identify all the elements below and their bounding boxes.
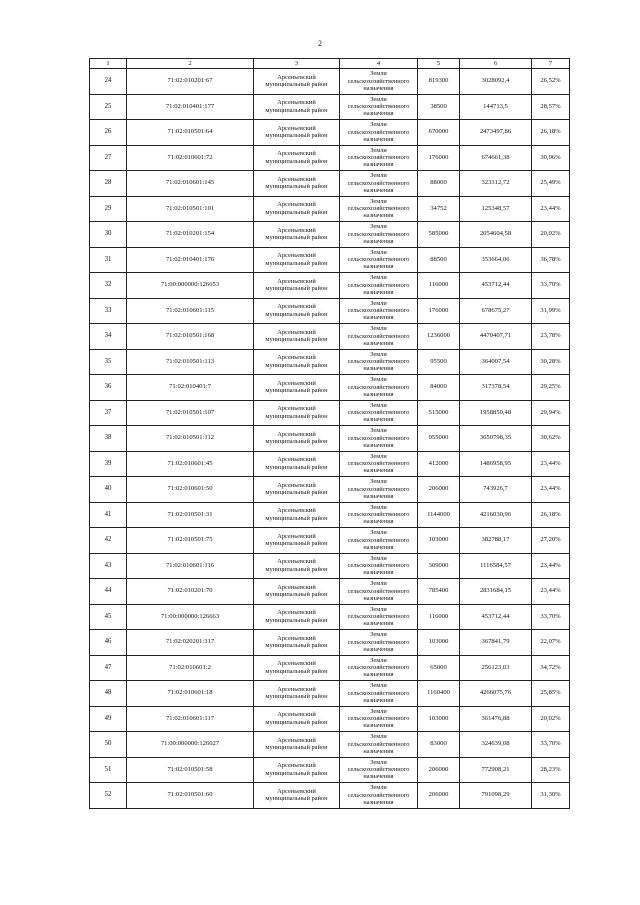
district-cell: Арсеньевский муниципальный район [254, 375, 340, 401]
percent-cell: 26,52% [532, 69, 570, 95]
land-category-cell: Земли сельскохозяйственного назначения [340, 630, 418, 656]
land-category-cell: Земли сельскохозяйственного назначения [340, 706, 418, 732]
cadastral-number-cell: 71:02:010201:154 [127, 222, 254, 248]
area-cell: 34752 [418, 196, 460, 222]
percent-cell: 28,57% [532, 94, 570, 120]
percent-cell: 25,85% [532, 681, 570, 707]
table-row [90, 630, 570, 656]
cadastral-cost-cell: 1958850,48 [460, 400, 532, 426]
row-number-cell: 30 [90, 222, 127, 248]
area-cell: 785400 [418, 579, 460, 605]
percent-cell: 29,25% [532, 375, 570, 401]
row-number-cell: 37 [90, 400, 127, 426]
table-row [90, 477, 570, 503]
percent-cell: 31,99% [532, 298, 570, 324]
percent-cell: 33,70% [532, 732, 570, 758]
cadastral-cost-cell: 4216030,96 [460, 502, 532, 528]
column-number-row [90, 59, 570, 69]
column-header: 3 [254, 59, 340, 69]
area-cell: 585000 [418, 222, 460, 248]
district-cell: Арсеньевский муниципальный район [254, 247, 340, 273]
cadastral-cost-cell: 453712,44 [460, 604, 532, 630]
cadastral-cost-cell: 3650798,35 [460, 426, 532, 452]
cadastral-number-cell: 71:02:010401:7 [127, 375, 254, 401]
percent-cell: 33,70% [532, 604, 570, 630]
row-number-cell: 45 [90, 604, 127, 630]
cadastral-number-cell: 71:02:010201:70 [127, 579, 254, 605]
table-row [90, 502, 570, 528]
area-cell: 65000 [418, 655, 460, 681]
area-cell: 309000 [418, 553, 460, 579]
cadastral-number-cell: 71:02:010501:168 [127, 324, 254, 350]
table-row [90, 451, 570, 477]
cadastral-number-cell: 71:02:010601:45 [127, 451, 254, 477]
cadastral-number-cell: 71:02:010601:2 [127, 655, 254, 681]
district-cell: Арсеньевский муниципальный район [254, 757, 340, 783]
table-row [90, 757, 570, 783]
district-cell: Арсеньевский муниципальный район [254, 732, 340, 758]
land-category-cell: Земли сельскохозяйственного назначения [340, 783, 418, 809]
cadastral-cost-cell: 3028092,4 [460, 69, 532, 95]
land-category-cell: Земли сельскохозяйственного назначения [340, 94, 418, 120]
land-category-cell: Земли сельскохозяйственного назначения [340, 528, 418, 554]
row-number-cell: 44 [90, 579, 127, 605]
land-category-cell: Земли сельскохозяйственного назначения [340, 579, 418, 605]
cadastral-number-cell: 71:02:010501:60 [127, 783, 254, 809]
percent-cell: 30,62% [532, 426, 570, 452]
cadastral-number-cell: 71:00:000000:126663 [127, 604, 254, 630]
district-cell: Арсеньевский муниципальный район [254, 681, 340, 707]
area-cell: 515000 [418, 400, 460, 426]
table-row [90, 349, 570, 375]
land-category-cell: Земли сельскохозяйственного назначения [340, 120, 418, 146]
percent-cell: 30,96% [532, 145, 570, 171]
table-row [90, 171, 570, 197]
area-cell: 176000 [418, 145, 460, 171]
cadastral-number-cell: 71:02:010601:116 [127, 553, 254, 579]
area-cell: 412000 [418, 451, 460, 477]
district-cell: Арсеньевский муниципальный район [254, 94, 340, 120]
land-category-cell: Земли сельскохозяйственного назначения [340, 604, 418, 630]
district-cell: Арсеньевский муниципальный район [254, 400, 340, 426]
column-header: 6 [460, 59, 532, 69]
page-number: 2 [318, 39, 322, 48]
cadastral-number-cell: 71:02:010501:113 [127, 349, 254, 375]
row-number-cell: 27 [90, 145, 127, 171]
cadastral-cost-cell: 678675,27 [460, 298, 532, 324]
row-number-cell: 42 [90, 528, 127, 554]
cadastral-cost-cell: 256123,03 [460, 655, 532, 681]
row-number-cell: 26 [90, 120, 127, 146]
area-cell: 1236000 [418, 324, 460, 350]
district-cell: Арсеньевский муниципальный район [254, 273, 340, 299]
cadastral-cost-cell: 324639,08 [460, 732, 532, 758]
area-cell: 819300 [418, 69, 460, 95]
table-row [90, 579, 570, 605]
table-row [90, 783, 570, 809]
percent-cell: 34,72% [532, 655, 570, 681]
column-header: 7 [532, 59, 570, 69]
land-category-cell: Земли сельскохозяйственного назначения [340, 426, 418, 452]
cadastral-cost-cell: 772908,21 [460, 757, 532, 783]
cadastral-number-cell: 71:02:010501:107 [127, 400, 254, 426]
cadastral-number-cell: 71:02:010601:72 [127, 145, 254, 171]
area-cell: 206000 [418, 757, 460, 783]
area-cell: 83000 [418, 732, 460, 758]
cadastral-number-cell: 71:02:010501:112 [127, 426, 254, 452]
row-number-cell: 49 [90, 706, 127, 732]
table-row [90, 196, 570, 222]
area-cell: 206000 [418, 477, 460, 503]
cadastral-cost-cell: 125348,57 [460, 196, 532, 222]
district-cell: Арсеньевский муниципальный район [254, 324, 340, 350]
land-category-cell: Земли сельскохозяйственного назначения [340, 553, 418, 579]
row-number-cell: 29 [90, 196, 127, 222]
land-category-cell: Земли сельскохозяйственного назначения [340, 273, 418, 299]
district-cell: Арсеньевский муниципальный район [254, 477, 340, 503]
percent-cell: 28,23% [532, 757, 570, 783]
cadastral-cost-cell: 4266075,76 [460, 681, 532, 707]
percent-cell: 23,44% [532, 451, 570, 477]
land-category-cell: Земли сельскохозяйственного назначения [340, 400, 418, 426]
district-cell: Арсеньевский муниципальный район [254, 528, 340, 554]
row-number-cell: 47 [90, 655, 127, 681]
district-cell: Арсеньевский муниципальный район [254, 349, 340, 375]
cadastral-cost-cell: 2831684,15 [460, 579, 532, 605]
row-number-cell: 36 [90, 375, 127, 401]
table-row [90, 145, 570, 171]
land-category-cell: Земли сельскохозяйственного назначения [340, 145, 418, 171]
area-cell: 88000 [418, 171, 460, 197]
table-row [90, 273, 570, 299]
area-cell: 116000 [418, 273, 460, 299]
cadastral-cost-cell: 743926,7 [460, 477, 532, 503]
land-category-cell: Земли сельскохозяйственного назначения [340, 222, 418, 248]
area-cell: 103000 [418, 706, 460, 732]
percent-cell: 31,30% [532, 783, 570, 809]
table-row [90, 732, 570, 758]
cadastral-number-cell: 71:02:010601:18 [127, 681, 254, 707]
percent-cell: 26,18% [532, 502, 570, 528]
cadastral-number-cell: 71:02:010601:117 [127, 706, 254, 732]
percent-cell: 23,44% [532, 579, 570, 605]
cadastral-cost-cell: 453712,44 [460, 273, 532, 299]
land-category-cell: Земли сельскохозяйственного назначения [340, 247, 418, 273]
column-header: 5 [418, 59, 460, 69]
percent-cell: 27,20% [532, 528, 570, 554]
land-category-cell: Земли сельскохозяйственного назначения [340, 757, 418, 783]
land-category-cell: Земли сельскохозяйственного назначения [340, 196, 418, 222]
district-cell: Арсеньевский муниципальный район [254, 451, 340, 477]
district-cell: Арсеньевский муниципальный район [254, 553, 340, 579]
table-row [90, 426, 570, 452]
table-row [90, 400, 570, 426]
percent-cell: 25,49% [532, 171, 570, 197]
cadastral-cost-cell: 364007,54 [460, 349, 532, 375]
district-cell: Арсеньевский муниципальный район [254, 630, 340, 656]
cadastral-number-cell: 71:02:010501:75 [127, 528, 254, 554]
district-cell: Арсеньевский муниципальный район [254, 604, 340, 630]
percent-cell: 23,44% [532, 196, 570, 222]
percent-cell: 23,78% [532, 324, 570, 350]
table-body [90, 59, 570, 809]
district-cell: Арсеньевский муниципальный район [254, 655, 340, 681]
area-cell: 103000 [418, 630, 460, 656]
cadastral-number-cell: 71:02:010401:177 [127, 94, 254, 120]
percent-cell: 29,94% [532, 400, 570, 426]
row-number-cell: 41 [90, 502, 127, 528]
area-cell: 84000 [418, 375, 460, 401]
row-number-cell: 32 [90, 273, 127, 299]
row-number-cell: 52 [90, 783, 127, 809]
district-cell: Арсеньевский муниципальный район [254, 171, 340, 197]
district-cell: Арсеньевский муниципальный район [254, 298, 340, 324]
cadastral-number-cell: 71:02:010401:176 [127, 247, 254, 273]
cadastral-cost-cell: 382788,17 [460, 528, 532, 554]
district-cell: Арсеньевский муниципальный район [254, 579, 340, 605]
area-cell: 95500 [418, 349, 460, 375]
cadastral-cost-cell: 1116584,57 [460, 553, 532, 579]
row-number-cell: 25 [90, 94, 127, 120]
cadastral-number-cell: 71:02:010601:145 [127, 171, 254, 197]
area-cell: 955000 [418, 426, 460, 452]
table-row [90, 553, 570, 579]
cadastral-cost-cell: 1486958,95 [460, 451, 532, 477]
table-row [90, 655, 570, 681]
percent-cell: 33,70% [532, 273, 570, 299]
cadastral-cost-cell: 2054604,58 [460, 222, 532, 248]
cadastral-number-cell: 71:02:020201:317 [127, 630, 254, 656]
area-cell: 1144000 [418, 502, 460, 528]
land-category-cell: Земли сельскохозяйственного назначения [340, 681, 418, 707]
row-number-cell: 39 [90, 451, 127, 477]
area-cell: 38500 [418, 94, 460, 120]
table-row [90, 604, 570, 630]
row-number-cell: 43 [90, 553, 127, 579]
area-cell: 1160400 [418, 681, 460, 707]
row-number-cell: 34 [90, 324, 127, 350]
land-category-cell: Земли сельскохозяйственного назначения [340, 375, 418, 401]
district-cell: Арсеньевский муниципальный район [254, 222, 340, 248]
area-cell: 176000 [418, 298, 460, 324]
row-number-cell: 31 [90, 247, 127, 273]
table-row [90, 69, 570, 95]
land-parcels-table [89, 58, 570, 809]
district-cell: Арсеньевский муниципальный район [254, 706, 340, 732]
cadastral-cost-cell: 353664,06 [460, 247, 532, 273]
cadastral-cost-cell: 317378,54 [460, 375, 532, 401]
cadastral-number-cell: 71:00:000000:126027 [127, 732, 254, 758]
area-cell: 670000 [418, 120, 460, 146]
area-cell: 116000 [418, 604, 460, 630]
row-number-cell: 48 [90, 681, 127, 707]
cadastral-cost-cell: 323312,72 [460, 171, 532, 197]
land-category-cell: Земли сельскохозяйственного назначения [340, 69, 418, 95]
row-number-cell: 24 [90, 69, 127, 95]
table-row [90, 222, 570, 248]
row-number-cell: 40 [90, 477, 127, 503]
row-number-cell: 50 [90, 732, 127, 758]
row-number-cell: 35 [90, 349, 127, 375]
table-row [90, 324, 570, 350]
column-header: 1 [90, 59, 127, 69]
area-cell: 88500 [418, 247, 460, 273]
area-cell: 206000 [418, 783, 460, 809]
land-category-cell: Земли сельскохозяйственного назначения [340, 451, 418, 477]
percent-cell: 20,02% [532, 706, 570, 732]
percent-cell: 26,18% [532, 120, 570, 146]
district-cell: Арсеньевский муниципальный район [254, 426, 340, 452]
cadastral-number-cell: 71:02:010601:50 [127, 477, 254, 503]
district-cell: Арсеньевский муниципальный район [254, 783, 340, 809]
district-cell: Арсеньевский муниципальный район [254, 145, 340, 171]
row-number-cell: 28 [90, 171, 127, 197]
district-cell: Арсеньевский муниципальный район [254, 502, 340, 528]
cadastral-number-cell: 71:02:010501:101 [127, 196, 254, 222]
percent-cell: 22,07% [532, 630, 570, 656]
table-row [90, 706, 570, 732]
cadastral-cost-cell: 791098,29 [460, 783, 532, 809]
district-cell: Арсеньевский муниципальный район [254, 69, 340, 95]
cadastral-number-cell: 71:02:010201:67 [127, 69, 254, 95]
cadastral-number-cell: 71:00:000000:126653 [127, 273, 254, 299]
table-row [90, 247, 570, 273]
percent-cell: 23,44% [532, 553, 570, 579]
land-category-cell: Земли сельскохозяйственного назначения [340, 349, 418, 375]
table-row [90, 681, 570, 707]
column-header: 2 [127, 59, 254, 69]
land-category-cell: Земли сельскохозяйственного назначения [340, 324, 418, 350]
cadastral-cost-cell: 361476,88 [460, 706, 532, 732]
cadastral-number-cell: 71:02:010501:58 [127, 757, 254, 783]
table-row [90, 120, 570, 146]
cadastral-cost-cell: 2473497,86 [460, 120, 532, 146]
percent-cell: 30,28% [532, 349, 570, 375]
district-cell: Арсеньевский муниципальный район [254, 196, 340, 222]
table-row [90, 528, 570, 554]
row-number-cell: 46 [90, 630, 127, 656]
row-number-cell: 33 [90, 298, 127, 324]
land-category-cell: Земли сельскохозяйственного назначения [340, 502, 418, 528]
percent-cell: 36,78% [532, 247, 570, 273]
column-header: 4 [340, 59, 418, 69]
cadastral-cost-cell: 367841,79 [460, 630, 532, 656]
cadastral-number-cell: 71:02:010501:31 [127, 502, 254, 528]
land-category-cell: Земли сельскохозяйственного назначения [340, 655, 418, 681]
table-row [90, 94, 570, 120]
cadastral-cost-cell: 4470407,71 [460, 324, 532, 350]
cadastral-cost-cell: 674661,38 [460, 145, 532, 171]
land-category-cell: Земли сельскохозяйственного назначения [340, 298, 418, 324]
land-category-cell: Земли сельскохозяйственного назначения [340, 732, 418, 758]
percent-cell: 23,44% [532, 477, 570, 503]
area-cell: 103000 [418, 528, 460, 554]
land-category-cell: Земли сельскохозяйственного назначения [340, 477, 418, 503]
cadastral-number-cell: 71:02:010601:115 [127, 298, 254, 324]
district-cell: Арсеньевский муниципальный район [254, 120, 340, 146]
table-row [90, 375, 570, 401]
cadastral-cost-cell: 144713,5 [460, 94, 532, 120]
cadastral-number-cell: 71:02:010501:64 [127, 120, 254, 146]
row-number-cell: 38 [90, 426, 127, 452]
percent-cell: 20,02% [532, 222, 570, 248]
land-category-cell: Земли сельскохозяйственного назначения [340, 171, 418, 197]
table-row [90, 298, 570, 324]
row-number-cell: 51 [90, 757, 127, 783]
